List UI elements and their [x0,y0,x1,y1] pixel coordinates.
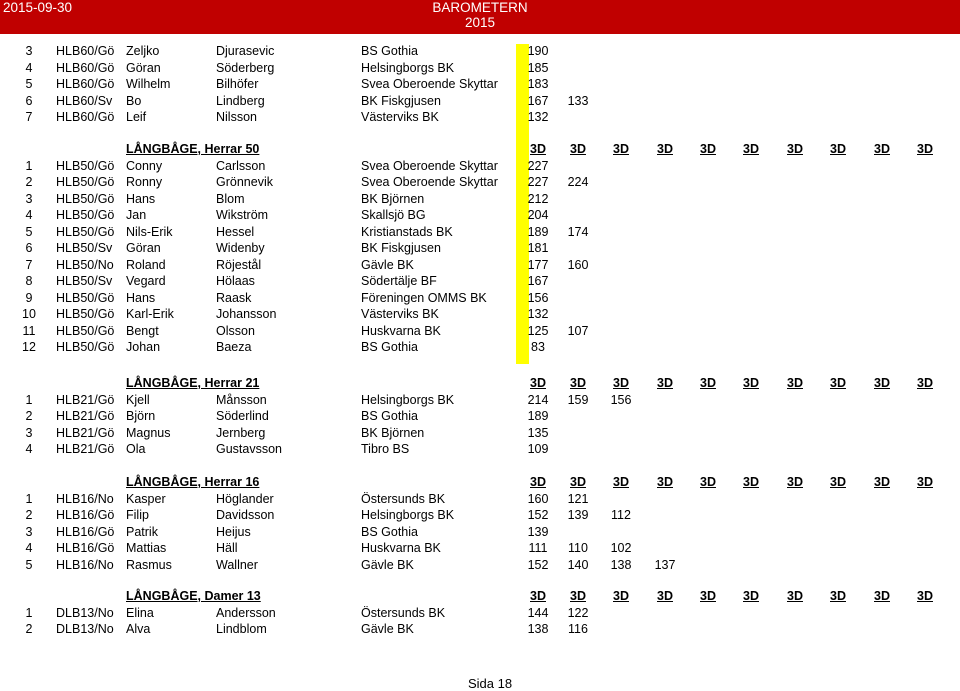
last-name-cell: Röjestål [216,257,262,272]
class-cell: DLB13/No [56,605,114,620]
score-cell: 111 [528,541,548,555]
first-name-cell: Mattias [126,541,167,555]
last-name-cell: Lindberg [216,93,265,108]
place-cell: 5 [25,557,33,572]
first-name-cell: Patrik [126,524,158,539]
section-header [0,588,960,604]
round-column-header: 3D [830,376,846,390]
round-column-header: 3D [700,475,716,489]
table-row [0,392,960,408]
place-cell: 2 [25,622,33,636]
score-cell: 185 [527,60,549,75]
first-name-cell: Wilhelm [126,77,171,91]
club-cell: Gävle BK [361,257,414,272]
round-column-header: 3D [917,376,933,390]
class-cell: HLB50/Gö [56,175,115,189]
first-name-cell: Bo [126,93,142,108]
place-cell: 10 [22,307,36,321]
place-cell: 6 [25,241,33,255]
club-cell: BK Björnen [361,425,425,440]
club-cell: Skallsjö BG [361,208,426,222]
round-column-header: 3D [657,142,673,156]
last-name-cell: Davidsson [216,508,275,522]
round-column-header: 3D [657,376,673,390]
round-column-header: 3D [787,589,803,603]
place-cell: 11 [22,323,36,338]
table-row [0,207,960,223]
score-cell: 83 [531,340,545,354]
round-column-header: 3D [530,589,546,603]
round-column-header: 3D [613,376,629,390]
club-cell: Östersunds BK [361,491,446,506]
class-cell: HLB21/Gö [56,392,115,407]
round-column-header: 3D [530,142,546,156]
score-cell: 189 [527,409,549,423]
class-cell: HLB60/Gö [56,44,115,58]
score-cell: 227 [527,158,549,173]
round-column-header: 3D [657,475,673,489]
score-cell: 190 [527,44,549,58]
last-name-cell: Bilhöfer [216,77,259,91]
place-cell: 6 [25,93,33,108]
score-cell: 224 [567,175,589,189]
table-row [0,224,960,240]
round-column-header: 3D [917,589,933,603]
round-column-header: 3D [743,376,759,390]
class-cell: HLB16/No [56,491,114,506]
last-name-cell: Gustavsson [216,442,283,456]
score-cell: 152 [527,557,549,572]
round-column-header: 3D [830,589,846,603]
table-row [0,339,960,355]
class-cell: HLB50/No [56,257,114,272]
round-column-header: 3D [657,589,673,603]
club-cell: Gävle BK [361,557,414,572]
class-cell: HLB16/Gö [56,524,115,539]
last-name-cell: Raask [216,290,252,305]
round-column-header: 3D [570,589,586,603]
section-header [0,375,960,391]
score-cell: 116 [568,622,588,636]
score-cell: 177 [527,257,549,272]
club-cell: Helsingborgs BK [361,60,455,75]
club-cell: Tibro BS [361,442,410,456]
round-column-header: 3D [787,376,803,390]
place-cell: 5 [25,224,33,239]
place-cell: 5 [25,77,33,91]
last-name-cell: Söderberg [216,60,275,75]
round-column-header: 3D [787,475,803,489]
table-row [0,491,960,507]
place-cell: 4 [25,442,33,456]
round-column-header: 3D [570,475,586,489]
place-cell: 3 [25,524,33,539]
table-row [0,93,960,109]
class-cell: HLB16/Gö [56,541,115,555]
score-cell: 156 [610,392,632,407]
first-name-cell: Karl-Erik [126,307,174,321]
place-cell: 7 [25,110,33,124]
last-name-cell: Höglander [216,491,274,506]
score-cell: 138 [527,622,549,636]
table-row [0,109,960,125]
table-row [0,425,960,441]
club-cell: BK Björnen [361,191,425,206]
round-column-header: 3D [700,376,716,390]
place-cell: 2 [25,508,33,522]
last-name-cell: Carlsson [216,158,266,173]
last-name-cell: Månsson [216,392,267,407]
round-column-header: 3D [743,142,759,156]
club-cell: BK Fiskgjusen [361,93,441,108]
round-column-header: 3D [787,142,803,156]
place-cell: 3 [25,425,33,440]
club-cell: Svea Oberoende Skyttar [361,158,498,173]
first-name-cell: Hans [126,191,156,206]
place-cell: 9 [25,290,33,305]
club-cell: Västerviks BK [361,307,439,321]
table-row [0,191,960,207]
round-column-header: 3D [700,589,716,603]
class-cell: HLB60/Gö [56,110,115,124]
place-cell: 1 [25,392,33,407]
class-cell: HLB21/Gö [56,442,115,456]
page-number: Sida 18 [467,676,513,691]
table-row [0,43,960,59]
header-date: 2015-09-30 [3,0,73,15]
first-name-cell: Roland [126,257,166,272]
last-name-cell: Baeza [216,340,252,354]
place-cell: 7 [25,257,33,272]
place-cell: 1 [25,491,33,506]
last-name-cell: Nilsson [216,110,257,124]
class-cell: HLB50/Sv [56,274,113,288]
section-title: LÅNGBÅGE, Herrar 50 [126,142,260,156]
section-header [0,474,960,490]
club-cell: Huskvarna BK [361,541,441,555]
table-row [0,408,960,424]
club-cell: Svea Oberoende Skyttar [361,175,498,189]
first-name-cell: Kasper [126,491,166,506]
round-column-header: 3D [830,475,846,489]
score-cell: 189 [527,224,549,239]
class-cell: HLB16/Gö [56,508,115,522]
class-cell: HLB50/Gö [56,191,115,206]
score-cell: 139 [567,508,589,522]
table-row [0,76,960,92]
class-cell: HLB50/Gö [56,307,115,321]
club-cell: Svea Oberoende Skyttar [361,77,498,91]
header-title-line2: 2015 [464,15,496,30]
place-cell: 4 [25,60,33,75]
last-name-cell: Häll [216,541,238,555]
score-cell: 135 [527,425,549,440]
first-name-cell: Elina [126,605,154,620]
section-title: LÅNGBÅGE, Herrar 16 [126,475,260,489]
last-name-cell: Hölaas [216,274,255,288]
score-cell: 183 [527,77,549,91]
round-column-header: 3D [700,142,716,156]
score-cell: 137 [654,557,676,572]
score-cell: 140 [567,557,589,572]
class-cell: HLB50/Gö [56,323,115,338]
club-cell: BS Gothia [361,44,418,58]
round-column-header: 3D [613,142,629,156]
class-cell: HLB50/Gö [56,158,115,173]
score-cell: 167 [527,274,549,288]
table-row [0,273,960,289]
class-cell: HLB50/Gö [56,224,115,239]
score-cell: 174 [567,224,589,239]
score-cell: 167 [527,93,549,108]
first-name-cell: Johan [126,340,161,354]
table-row [0,174,960,190]
last-name-cell: Lindblom [216,622,267,636]
round-column-header: 3D [613,589,629,603]
last-name-cell: Wallner [216,557,258,572]
class-cell: HLB50/Gö [56,208,115,222]
score-cell: 160 [527,491,549,506]
table-row [0,60,960,76]
first-name-cell: Hans [126,290,156,305]
class-cell: HLB21/Gö [56,409,115,423]
club-cell: Gävle BK [361,622,414,636]
round-column-header: 3D [874,142,890,156]
last-name-cell: Wikström [216,208,269,222]
score-cell: 132 [527,307,549,321]
last-name-cell: Djurasevic [216,44,275,58]
class-cell: DLB13/No [56,622,114,636]
table-row [0,605,960,621]
last-name-cell: Olsson [216,323,255,338]
table-row [0,621,960,637]
club-cell: BK Fiskgjusen [361,241,441,255]
table-row [0,540,960,556]
first-name-cell: Conny [126,158,163,173]
round-column-header: 3D [570,376,586,390]
place-cell: 12 [22,340,36,354]
club-cell: Västerviks BK [361,110,439,124]
class-cell: HLB60/Gö [56,60,115,75]
place-cell: 2 [25,409,33,423]
score-cell: 122 [567,605,589,620]
club-cell: Helsingborgs BK [361,392,455,407]
place-cell: 2 [25,175,33,189]
club-cell: BS Gothia [361,409,418,423]
first-name-cell: Ronny [126,175,163,189]
score-cell: 156 [527,290,549,305]
class-cell: HLB50/Gö [56,290,115,305]
score-cell: 125 [527,323,549,338]
place-cell: 1 [25,158,33,173]
club-cell: Föreningen OMMS BK [361,290,487,305]
score-cell: 212 [527,191,549,206]
section-title: LÅNGBÅGE, Herrar 21 [126,376,260,390]
score-cell: 138 [610,557,632,572]
club-cell: BS Gothia [361,340,418,354]
club-cell: Södertälje BF [361,274,437,288]
score-cell: 204 [527,208,549,222]
table-row [0,323,960,339]
score-cell: 133 [567,93,589,108]
round-column-header: 3D [530,475,546,489]
first-name-cell: Leif [126,110,147,124]
class-cell: HLB21/Gö [56,425,115,440]
score-cell: 152 [527,508,549,522]
class-cell: HLB50/Sv [56,241,113,255]
last-name-cell: Widenby [216,241,265,255]
score-cell: 109 [527,442,549,456]
club-cell: Helsingborgs BK [361,508,455,522]
class-cell: HLB60/Sv [56,93,113,108]
table-row [0,158,960,174]
table-row [0,524,960,540]
last-name-cell: Söderlind [216,409,269,423]
place-cell: 1 [25,605,33,620]
score-cell: 181 [527,241,549,255]
section-title: LÅNGBÅGE, Damer 13 [126,589,261,603]
first-name-cell: Rasmus [126,557,172,572]
round-column-header: 3D [743,475,759,489]
score-cell: 132 [527,110,549,124]
table-row [0,240,960,256]
round-column-header: 3D [613,475,629,489]
club-cell: Östersunds BK [361,605,446,620]
last-name-cell: Andersson [216,605,276,620]
first-name-cell: Göran [126,241,161,255]
header-title [420,0,540,30]
score-cell: 110 [568,541,588,555]
section-header [0,141,960,157]
place-cell: 3 [25,44,33,58]
round-column-header: 3D [530,376,546,390]
club-cell: BS Gothia [361,524,418,539]
first-name-cell: Ola [126,442,146,456]
last-name-cell: Johansson [216,307,277,321]
table-row [0,557,960,573]
table-row [0,306,960,322]
place-cell: 3 [25,191,33,206]
score-cell: 214 [527,392,549,407]
first-name-cell: Bengt [126,323,159,338]
round-column-header: 3D [830,142,846,156]
first-name-cell: Jan [126,208,147,222]
place-cell: 8 [25,274,33,288]
score-cell: 139 [527,524,549,539]
score-cell: 144 [527,605,549,620]
first-name-cell: Alva [126,622,151,636]
first-name-cell: Zeljko [126,44,160,58]
table-row [0,507,960,523]
score-cell: 107 [567,323,589,338]
first-name-cell: Nils-Erik [126,224,173,239]
last-name-cell: Jernberg [216,425,266,440]
score-cell: 112 [611,508,631,522]
table-row [0,441,960,457]
round-column-header: 3D [917,142,933,156]
round-column-header: 3D [743,589,759,603]
first-name-cell: Björn [126,409,156,423]
last-name-cell: Blom [216,191,245,206]
class-cell: HLB16/No [56,557,114,572]
club-cell: Kristianstads BK [361,224,453,239]
score-cell: 102 [610,541,632,555]
place-cell: 4 [25,541,33,555]
score-cell: 227 [527,175,549,189]
table-row [0,290,960,306]
first-name-cell: Kjell [126,392,150,407]
first-name-cell: Magnus [126,425,171,440]
score-cell: 160 [567,257,589,272]
table-row [0,257,960,273]
class-cell: HLB50/Gö [56,340,115,354]
class-cell: HLB60/Gö [56,77,115,91]
first-name-cell: Filip [126,508,149,522]
last-name-cell: Grönnevik [216,175,273,189]
last-name-cell: Heijus [216,524,251,539]
last-name-cell: Hessel [216,224,255,239]
club-cell: Huskvarna BK [361,323,441,338]
round-column-header: 3D [917,475,933,489]
page-header [0,0,960,34]
place-cell: 4 [25,208,33,222]
round-column-header: 3D [570,142,586,156]
score-cell: 159 [567,392,589,407]
first-name-cell: Göran [126,60,161,75]
round-column-header: 3D [874,589,890,603]
round-column-header: 3D [874,475,890,489]
first-name-cell: Vegard [126,274,166,288]
score-cell: 121 [567,491,589,506]
header-title-line1: BAROMETERN [432,0,528,15]
round-column-header: 3D [874,376,890,390]
